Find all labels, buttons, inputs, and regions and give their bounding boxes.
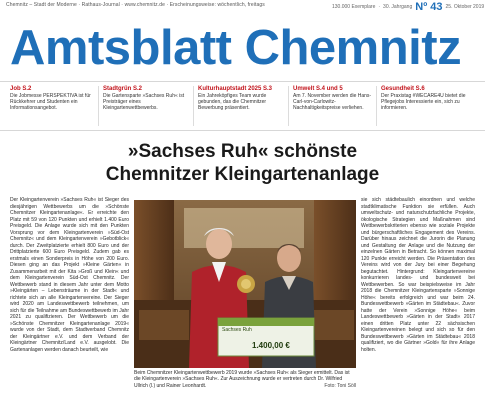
teaser-title: Gesundheit S.6: [381, 86, 425, 92]
article-column-left: [10, 197, 129, 392]
publication-title: Amtsblatt Chemnitz: [10, 21, 462, 75]
article-text-right: sie sich städtebaulich einordnen und welche stadtklimatische Funktion sie erfüllen. Auch umweltschutz- und naturschutzfachliche Projekte, ökologische Strategien und Maßnahmen sind Wettbewerbskriterien ebenso wie soziale Projekte und bürgerschaftliches Engagement des Vereins. Darüber hinaus zeichnet die Jurorin die Planung und Gestaltung der Anlage und die Nutzung der einzelnen Gärten in Betracht. So können maximal 120 Punkte erreicht werden. Die Präsentation des Vereins wird von der Jury bei einer Begehung begutachtet. Hintergrund: Kleingartenvereine konkurrieren landes- und bundesweit bei Wettbewerben. So war beispielsweise im Jahr 2018 die Chemnitzer Kleingartensparte »Sonnige Höhe« bereits erfolgreich und war beim 24. Bundeswettbewerb »Gärten im Städtebau«. Zuvor hatte der Verein »Sonnige Höhe« beim Landeswettbewerb »Gärten in der Stadt« 2017 einen dritten Platz unter 22 sächsischen Kleingartenvereinen belegt und sich so für den Bundeswettbewerb »Gärten im Städtebau« 2018 qualifiziert, wo die Gärtner »Gold« für ihre Anlage holten.: [361, 197, 475, 353]
separator: ·: [378, 4, 381, 10]
article-headline: [0, 140, 485, 186]
circulation: 130.000 Exemplare: [332, 4, 376, 10]
article-text-left: Der Kleingartenverein »Sachses Ruh« ist Sieger des diesjährigen Wettbewerbs um die »Schönste Chemnitzer Kleingartenanlage«. Er erreichte den Platz mit 59 von 120 Punkten und erhielt 1.400 Euro Preisgeld. Die Anlage wurde sich mit den Punkten Vorsprung vor dem Kleingartenverein »Süd-Ost Chemnitz« und dem Kleingartenverein »Gebotblick« durch. Der Zweitplatzierte erhielt 800 Euro und der Drittplatzierte 600 Euro Preisgeld. Zudem gab es erstmals einen Sonderpreis in Höhe von 200 Euro. Diesen ging an das Projekt »Kleine Gärten« in Zusammenarbeit mit der Kita »Groß und Klein« und dem Kleingartenverein Süd-Ost Chemnitz. Der Wettbewerb stand in diesem Jahr unter dem Motto »Kleingärten – Lebensträume in der Stadt« und richtete sich an alle Kleingartenvereine. Der Sieger wird 2020 am Landeswettbewerb teilnehmen, um sich für die Teilnahme am Bundeswettbewerb im Jahr 2021 zu qualifizieren. Der Wettbewerb um die »Schönste Chemnitzer Kleingartenanlage 2019« wurde von der Stadt, dem Stadtverband Chemnitz der Kleingärtner e.V. und dem Verband der Kleingärtner Chemnitz/Land e.V. ausgelobt. Die Gartenanlagen werden danach beurteilt, wie: [10, 197, 129, 353]
teaser-text: Ein Jahreköpfiges Team wurde gebunden, das die Chemnitzer Bewerbung präsentiert.: [198, 93, 267, 112]
check-heading: Sachses Ruh: [222, 327, 252, 333]
teaser-text: Der Praxistag #WECARE4U bietet die Pflegejobs Interessierte ein, sich zu informieren.: [381, 93, 466, 112]
teaser-title: Job S.2: [10, 86, 32, 92]
teaser-text: Die Jobmesse PERSPEKTIVA ist für Rückkehrer und Studenten ein Informationsangebot.: [10, 93, 91, 112]
teaser-stadtgruen[interactable]: [98, 86, 189, 126]
teaser-job[interactable]: [6, 86, 92, 126]
issue-date: 25. Oktober 2019: [445, 4, 485, 10]
teaser-text: Die Gartensparte »Sachses Ruh« ist Preisträger eines Kleingartenwettbewerbs.: [103, 93, 185, 112]
teaser-umwelt[interactable]: [288, 86, 373, 126]
teaser-text: Am 7. November werden die Hans-Carl-von-Carlowitz-Nachhaltigkeitspreise verliehen.: [293, 93, 372, 112]
teaser-bar: [0, 81, 485, 131]
headline-line-2: Chemnitzer Kleingartenanlage: [105, 164, 380, 185]
top-bar: [0, 0, 485, 14]
check-amount: 1.400,00 €: [252, 341, 290, 350]
article-photo: [134, 200, 356, 368]
teaser-kulturhauptstadt[interactable]: [193, 86, 286, 126]
topbar-info: Chemnitz – Stadt der Moderne · Rathaus-Journal · www.chemnitz.de · Erscheinungsweise: wöchentlich, freitags: [6, 2, 265, 8]
teaser-title: Stadtgrün S.2: [103, 86, 143, 92]
photo-caption: [134, 370, 356, 389]
volume: 30. Jahrgang: [383, 4, 413, 10]
article-column-right: [361, 197, 475, 392]
masthead: [0, 18, 485, 80]
teaser-gesundheit[interactable]: [376, 86, 481, 126]
teaser-title: Kulturhauptstadt 2025 S.3: [198, 86, 273, 92]
photo-illustration: [134, 200, 356, 368]
headline-line-1: »Sachses Ruh« schönste: [127, 141, 358, 162]
photo-credit: Foto: Toni Söll: [324, 382, 356, 389]
issue-number: Nº 43: [415, 1, 443, 13]
issue-info: [332, 1, 484, 13]
caption-text: Beim Chemnitzer Kleingartenwettbewerb 2019 wurde »Sachses Ruh« als Sieger ermittelt. Das ist die Kleingartenverein »Sachses Ruh«. Zur Auszeichnung wurde er vertreten durch Dr. Wilfried Ullrich (l.) und Rainer Leonhardt.: [134, 370, 350, 389]
teaser-title: Umwelt S.4 und 5: [293, 86, 343, 92]
